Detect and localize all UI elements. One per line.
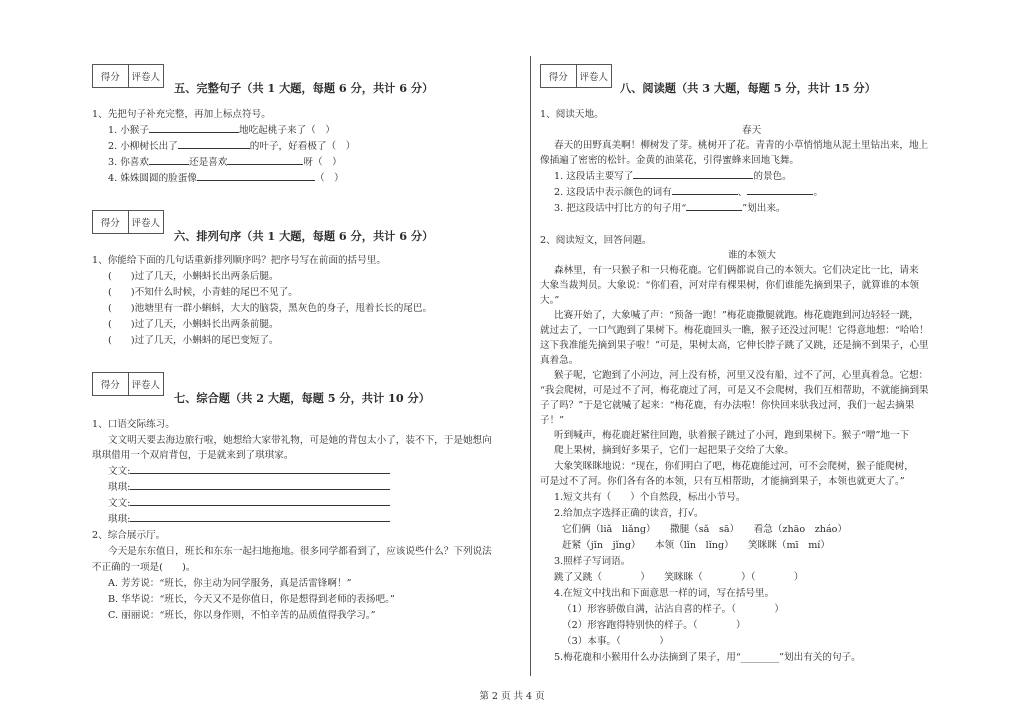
passage-title: 谁的本领大 <box>728 250 776 261</box>
word-practice: 跳了又跳（ ） 笑眯眯（ ）（ ） <box>554 572 804 583</box>
sec6-item: ( )不知什么时候，小青蛙的尾巴不见了。 <box>108 287 298 298</box>
sub-question: （1）形容骄傲自满，沾沾自喜的样子。（ ） <box>562 604 784 615</box>
sec6-item: ( )池塘里有一群小蝌蚪，大大的脑袋，黑灰色的身子，甩着长长的尾巴。 <box>108 303 433 314</box>
sub-question: 1.短文共有（ ）个自然段，标出小节号。 <box>554 492 746 503</box>
section-7-title: 七、综合题（共 2 大题，每题 5 分，共计 10 分） <box>174 391 430 405</box>
dialog-line <box>108 463 390 477</box>
pinyin-choice: 赶紧（jǐn jǐng） 本领（lǐn lǐng） 笑眯眯（mī mí） <box>562 540 830 551</box>
passage-text: 大象当裁判员。大象说：“你们看，河对岸有棵果树，你们谁能先摘到果子，就算谁的本领 <box>540 280 920 291</box>
passage-text: 听到喊声，梅花鹿赶紧往回跑，驮着猴子跳过了小河，跑到果树下。猴子“噌”地一下 <box>554 430 910 441</box>
score-box <box>540 64 612 88</box>
dialog-line <box>108 479 390 493</box>
item-text: 、 <box>737 187 748 198</box>
score-box <box>92 372 164 396</box>
answer-blank[interactable] <box>130 463 390 474</box>
sub-question: 4.在短文中找出和下面意思一样的词，写在括号里。 <box>554 588 775 599</box>
answer-blank[interactable] <box>178 138 250 149</box>
sub-question: 3.照样子写词语。 <box>554 556 631 567</box>
dialog-line <box>108 511 390 525</box>
grader-label: 评卷人 <box>131 72 160 83</box>
answer-blank[interactable] <box>130 511 390 522</box>
sec7-paragraph: 琪琪借用一个双肩背包，于是就来到了琪琪家。 <box>92 450 294 461</box>
passage-text: 比赛开始了，大象喊了声：“预备一跑！”梅花鹿撒腿就跑。梅花鹿跑到河边轻轻一跳， <box>554 310 919 321</box>
pinyin-choice: 它们俩（liǎ liǎng） 撒腿（sǎ sā） 看急（zhāo zháo） <box>562 524 848 535</box>
sec5-item-4 <box>108 170 344 184</box>
sec7-paragraph: 不正确的一项是( )。 <box>92 562 196 573</box>
answer-blank[interactable] <box>227 154 303 165</box>
passage-text: 大。” <box>540 295 560 306</box>
score-label: 得分 <box>93 211 129 233</box>
page-footer: 第 2 页 共 4 页 <box>479 691 545 702</box>
sec7-question-1: 1、口语交际练习。 <box>92 419 175 430</box>
sec8-sub-2 <box>554 184 823 198</box>
section-8-title: 八、阅读题（共 3 大题，每题 5 分，共计 15 分） <box>620 81 876 95</box>
grader-label: 评卷人 <box>131 380 160 391</box>
answer-blank[interactable] <box>130 495 390 506</box>
item-text: 的叶子，好看极了（ ） <box>249 141 356 152</box>
score-box <box>92 64 164 88</box>
sec5-item-2 <box>108 138 355 152</box>
score-label: 得分 <box>93 65 129 87</box>
item-text: 2. 这段话中表示颜色的词有 <box>554 187 672 198</box>
sec8-question-1: 1、阅读天地。 <box>540 109 604 120</box>
passage-text: 就过去了，一口气跑到了果树下。梅花鹿回头一瞧，猴子还没过河呢！它得意地想：“哈哈！ <box>540 325 929 336</box>
answer-blank[interactable] <box>149 122 239 133</box>
passage-text: 可是过不了河。你们各有各的本领，只有互相帮助，才能摘到果子，本领也就更大了。” <box>540 476 905 487</box>
answer-blank[interactable] <box>686 200 742 211</box>
passage-text: 像插遍了密密的松针。金黄的油菜花，引得蜜蜂来回地飞舞。 <box>540 155 800 166</box>
answer-blank[interactable] <box>149 154 189 165</box>
speaker-label: 文文: <box>108 498 131 509</box>
sec6-item: ( )过了几天，小蝌蚪长出两条前腿。 <box>108 319 279 330</box>
option-a: A. 芳芳说：“班长，你主动为同学服务，真是活雷锋啊！” <box>108 578 352 589</box>
score-label: 得分 <box>541 65 577 87</box>
passage-text: 真着急。 <box>540 355 579 366</box>
sec8-sub-3 <box>554 200 786 214</box>
item-text: 3. 你喜欢 <box>108 157 149 168</box>
dialog-line <box>108 495 390 509</box>
score-label: 得分 <box>93 373 129 395</box>
sec7-paragraph: 文文明天要去海边旅行啦，她想给大家带礼物，可是她的背包太小了，装不下，于是她想向 <box>108 435 492 446</box>
speaker-label: 琪琪: <box>108 514 131 525</box>
answer-blank[interactable] <box>672 184 738 195</box>
grader-label: 评卷人 <box>131 218 160 229</box>
option-c: C. 丽丽说：“班长，你以身作则，不怕辛苦的品质值得我学习。” <box>108 610 376 621</box>
column-divider <box>530 56 531 676</box>
sec6-item: ( )过了几天，小蝌蚪长出两条后腿。 <box>108 271 279 282</box>
sec7-paragraph: 今天是东东值日，班长和东东一起扫地拖地。很多同学都看到了，应该说些什么？下列说法 <box>108 546 492 557</box>
answer-blank[interactable] <box>130 479 390 490</box>
item-text: 1. 这段话主要写了 <box>554 171 634 182</box>
item-text: （ ） <box>314 173 344 184</box>
score-box <box>92 210 164 234</box>
item-text: 还是喜欢 <box>188 157 228 168</box>
item-text: 4. 姝姝圆圆的脸蛋像 <box>108 173 197 184</box>
section-5-title: 五、完整句子（共 1 大题，每题 6 分，共计 6 分） <box>174 81 434 95</box>
item-text: 的景色。 <box>753 171 792 182</box>
item-text: 3. 把这段话中打比方的句子用“ <box>554 203 687 214</box>
sec6-item: ( )过了几天，小蝌蚪的尾巴变短了。 <box>108 335 279 346</box>
sec6-question-1: 1、你能给下面的几句话重新排列顺序吗？把序号写在前面的括号里。 <box>92 255 386 266</box>
sec8-sub-1 <box>554 168 792 182</box>
sub-question: （3）本事。（ ） <box>562 636 669 647</box>
passage-text: “我会爬树，可是过不了河，梅花鹿过了河，可是又不会爬树，我们互相帮助，不就能摘到果 <box>540 385 929 396</box>
passage-text: 子！” <box>540 415 565 426</box>
item-text: ”划出来。 <box>742 203 786 214</box>
sec5-item-3 <box>108 154 342 168</box>
speaker-label: 文文: <box>108 466 131 477</box>
passage-text: 子了吗？”于是它就喊了起来：“梅花鹿，有办法啦！你快回来驮我过河，我们一起去摘果 <box>540 400 915 411</box>
sec7-question-2: 2、综合展示厅。 <box>92 530 166 541</box>
sec5-item-1 <box>108 122 335 136</box>
passage-text: 森林里，有一只猴子和一只梅花鹿。它们俩都说自己的本领大。它们决定比一比，请来 <box>554 265 919 276</box>
item-text: 地吃起桃子来了（ ） <box>238 125 335 136</box>
item-text: 呀（ ） <box>303 157 342 168</box>
answer-blank[interactable] <box>747 184 813 195</box>
sub-question: （2）形容跑得特别快的样子。（ ） <box>562 620 746 631</box>
item-text: 。 <box>813 187 823 198</box>
passage-text: 大象笑眯眯地说：“现在，你们明白了吧，梅花鹿能过河，可不会爬树，猴子能爬树， <box>554 461 914 472</box>
passage-text: 这下我准能先摘到果子啦！”可是，果树太高，它伸长脖子跳了又跳，还是摘不到果子，心里 <box>540 340 929 351</box>
section-6-title: 六、排列句序（共 1 大题，每题 6 分，共计 6 分） <box>174 229 434 243</box>
sec5-question-1: 1、先把句子补充完整，再加上标点符号。 <box>92 109 271 120</box>
sub-question: 2.给加点字选择正确的读音，打√。 <box>554 508 704 519</box>
sec8-question-2: 2、阅读短文，回答问题。 <box>540 235 652 246</box>
sub-question: 5.梅花鹿和小猴用什么办法摘到了果子，用“________”划出有关的句子。 <box>554 652 861 663</box>
item-text: 1. 小猴子 <box>108 125 149 136</box>
grader-label: 评卷人 <box>579 72 608 83</box>
passage-title: 春天 <box>742 125 762 136</box>
speaker-label: 琪琪: <box>108 482 131 493</box>
passage-text: 爬上果树，摘到好多果子，它们一起把果子交给了大象。 <box>554 445 794 456</box>
passage-text: 猴子呢，它跑到了小河边，河上没有桥，河里又没有船，过不了河，心里真着急。它想： <box>554 370 929 381</box>
passage-text: 春天的田野真美啊！柳树发了芽。桃树开了花。青青的小草悄悄地从泥土里钻出来，地上 <box>554 140 929 151</box>
answer-blank[interactable] <box>633 168 753 179</box>
item-text: 2. 小柳树长出了 <box>108 141 178 152</box>
option-b: B. 华华说：“班长，今天又不是你值日，你是想得到老师的表扬吧。” <box>108 594 395 605</box>
answer-blank[interactable] <box>197 170 315 181</box>
